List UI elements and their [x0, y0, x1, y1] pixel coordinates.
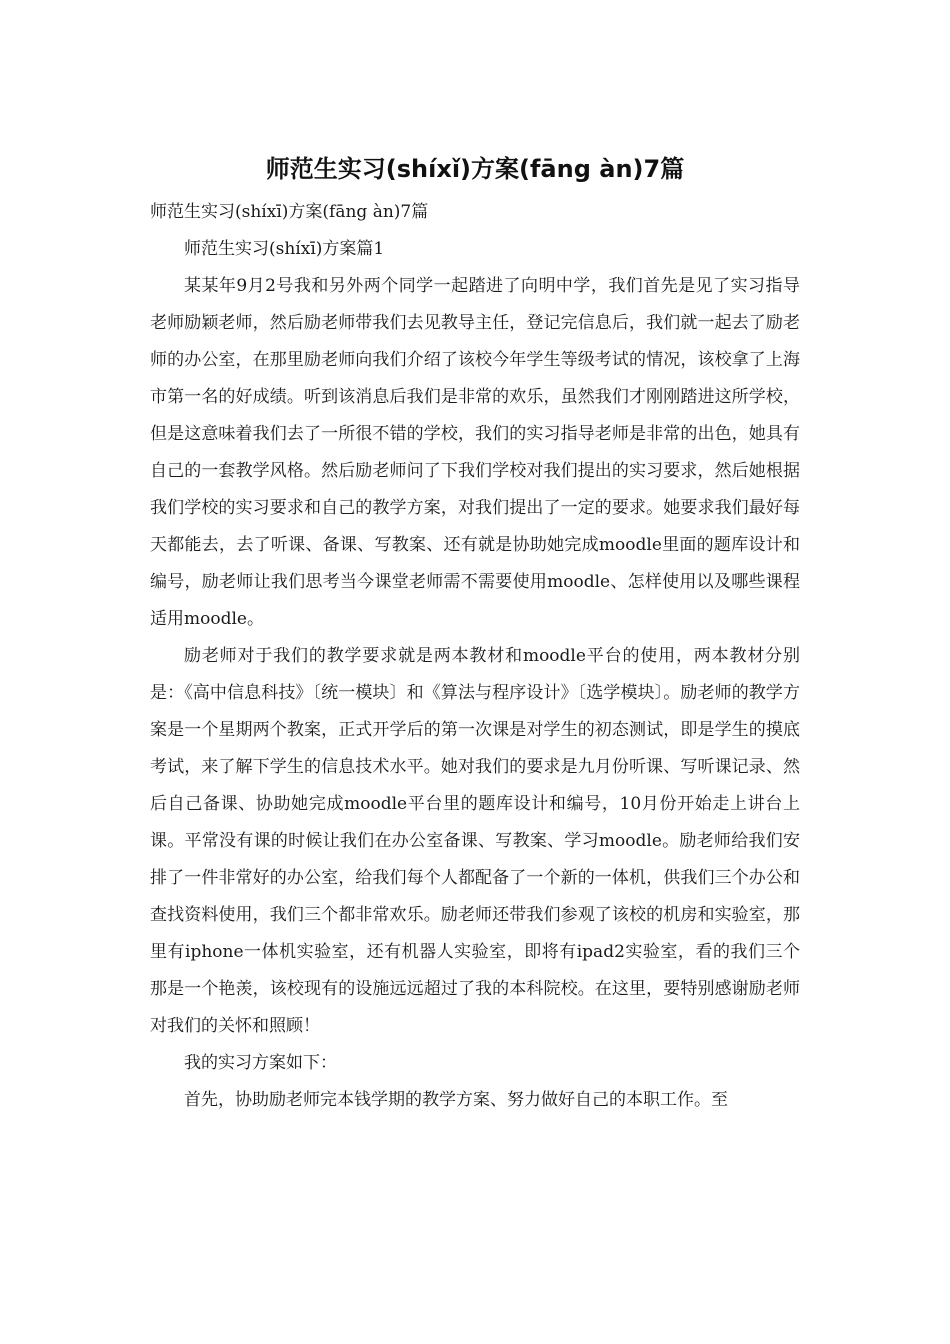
paragraph-4: 首先，协助励老师完本钱学期的教学方案、努力做好自己的本职工作。至: [184, 1090, 728, 1110]
paragraph-1: 某某年9月2号我和另外两个同学一起踏进了向明中学，我们首先是见了实习指导老师励颖老师，然后励老师带我们去见教导主任，登记完信息后，我们就一起去了励老师的办公室，在那里励老师向我们介绍了该校今年学生等级考试的情况，该校拿了上海市第一名的好成绩。听到该消息后我们是非常的欢乐，虽然我们才刚刚踏进这所学校，但是这意味着我们去了一所很不错的学校，我们的实习指导老师是非常的出色，她具有自己的一套教学风格。然后励老师问了下我们学校对我们提出的实习要求，然后她根据我们学校的实习要求和自己的教学方案，对我们提出了一定的要求。她要求我们最好每天都能去，去了听课、备课、写教案、还有就是协助她完成moodle里面的题库设计和编号，励老师让我们思考当今课堂老师需不需要使用moodle、怎样使用以及哪些课程适用moodle。: [150, 276, 800, 629]
section-heading: 师范生实习(shíxī)方案篇1: [184, 239, 385, 259]
document-title: 师范生实习(shíxǐ)方案(fāng àn)7篇: [265, 155, 685, 183]
document-body: [150, 194, 800, 1119]
paragraph-2: 励老师对于我们的教学要求就是两本教材和moodle平台的使用，两本教材分别是：《高中信息科技》〔统一模块〕和《算法与程序设计》〔选学模块〕。励老师的教学方案是一个星期两个教案，正式开学后的第一次课是对学生的初态测试，即是学生的摸底考试，来了解下学生的信息技术水平。她对我们的要求是九月份听课、写听课记录、然后自己备课、协助她完成moodle平台里的题库设计和编号，10月份开始走上讲台上课。平常没有课的时候让我们在办公室备课、写教案、学习moodle。励老师给我们安排了一件非常好的办公室，给我们每个人都配备了一个新的一体机，供我们三个办公和查找资料使用，我们三个都非常欢乐。励老师还带我们参观了该校的机房和实验室，那里有iphone一体机实验室，还有机器人实验室，即将有ipad2实验室，看的我们三个那是一个艳羡，该校现有的设施远远超过了我的本科院校。在这里，要特别感谢励老师对我们的关怀和照顾！: [150, 646, 800, 1036]
paragraph-3: 我的实习方案如下：: [184, 1053, 337, 1073]
document-subtitle: 师范生实习(shíxī)方案(fāng àn)7篇: [150, 202, 429, 222]
